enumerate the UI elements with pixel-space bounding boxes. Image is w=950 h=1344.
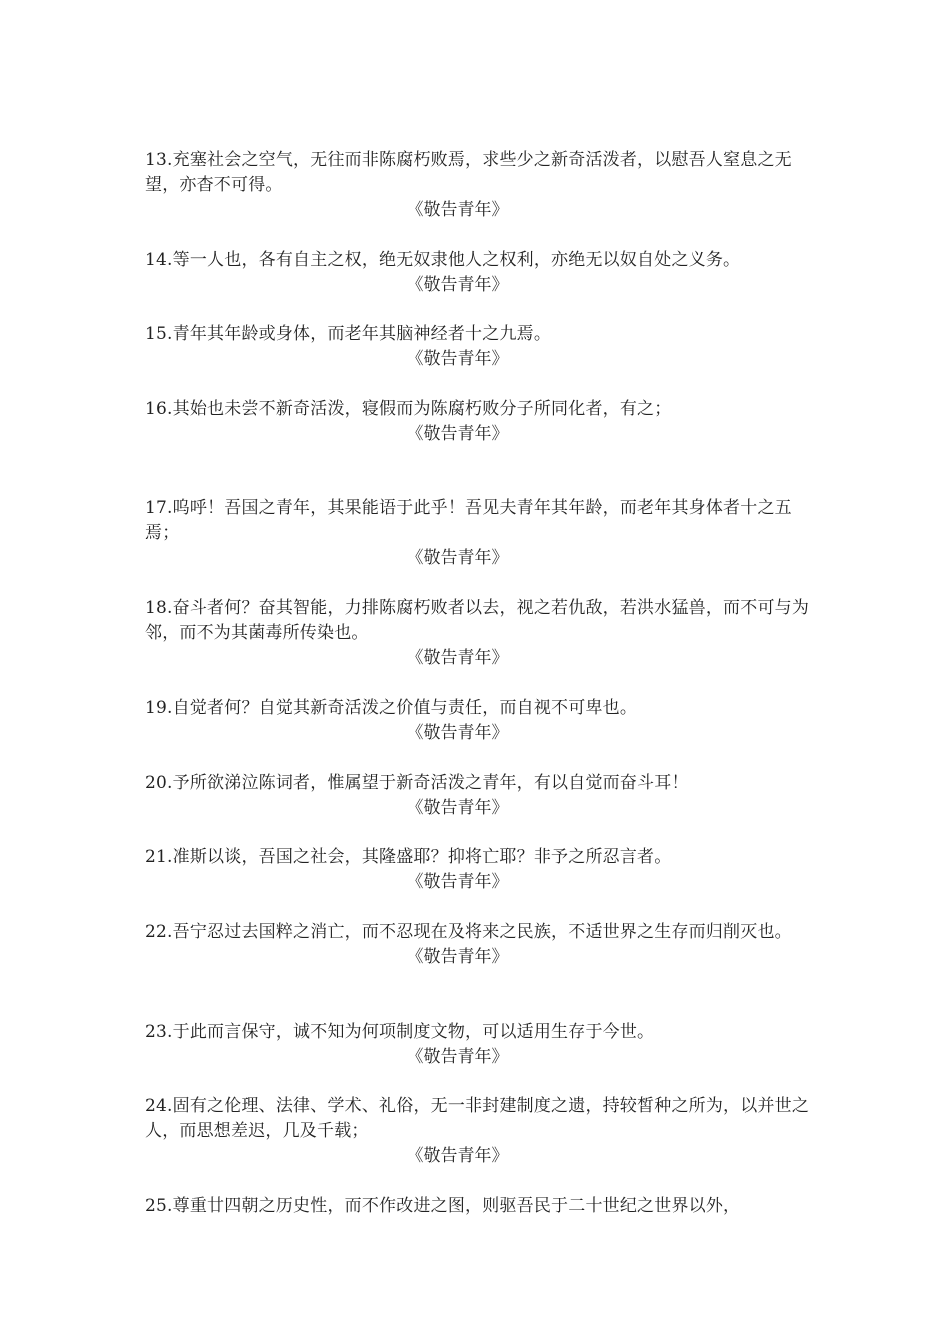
quote-text (145, 696, 810, 721)
quote-text (145, 496, 810, 546)
quote-13 (145, 148, 810, 223)
quote-body: 尊重廿四朝之历史性，而不作改进之图，则驱吾民于二十世纪之世界以外， (172, 1196, 741, 1216)
quote-body: 于此而言保守，诚不知为何项制度文物，可以适用生存于今世。 (172, 1022, 655, 1042)
quote-body: 呜呼！吾国之青年，其果能语于此乎！吾见夫青年其年龄，而老年其身体者十之五焉； (145, 498, 792, 543)
quote-body: 奋斗者何？奋其智能，力排陈腐朽败者以去，视之若仇敌，若洪水猛兽，而不可与为邻，而不为其菌毒所传染也。 (145, 598, 810, 643)
quote-18 (145, 596, 810, 671)
quote-24 (145, 1094, 810, 1169)
quote-number: 19. (145, 698, 173, 718)
quote-16 (145, 397, 810, 447)
quote-text (145, 771, 810, 796)
quote-19 (145, 696, 810, 746)
quote-source: 《敬告青年》 (406, 872, 509, 892)
quote-source: 《敬告青年》 (406, 200, 509, 220)
quote-number: 25. (145, 1196, 173, 1216)
quote-text (145, 1194, 810, 1219)
quote-text (145, 845, 810, 870)
quote-source: 《敬告青年》 (406, 349, 509, 369)
quote-body: 其始也未尝不新奇活泼，寝假而为陈腐朽败分子所同化者，有之； (172, 399, 672, 419)
quote-body: 固有之伦理、法律、学术、礼俗，无一非封建制度之遗，持较皙种之所为，以并世之人，而思想差迟，几及千载； (145, 1096, 810, 1141)
quote-20 (145, 771, 810, 821)
quote-source: 《敬告青年》 (406, 798, 509, 818)
quote-15 (145, 322, 810, 372)
quote-body: 等一人也，各有自主之权，绝无奴隶他人之权利，亦绝无以奴自处之义务。 (172, 250, 741, 270)
quote-number: 23. (145, 1022, 173, 1042)
quote-number: 18. (145, 598, 173, 618)
quote-number: 22. (145, 922, 173, 942)
quote-body: 充塞社会之空气，无往而非陈腐朽败焉，求些少之新奇活泼者，以慰吾人窒息之无望，亦杳不可得。 (145, 150, 792, 195)
quote-number: 14. (145, 250, 173, 270)
quote-number: 17. (145, 498, 173, 518)
quote-number: 21. (145, 847, 173, 867)
quote-body: 吾宁忍过去国粹之消亡，而不忍现在及将来之民族，不适世界之生存而归削灭也。 (172, 922, 792, 942)
quote-body: 自觉者何？自觉其新奇活泼之价值与责任，而自视不可卑也。 (172, 698, 638, 718)
quote-number: 24. (145, 1096, 173, 1116)
quote-number: 13. (145, 150, 173, 170)
quote-source: 《敬告青年》 (406, 548, 509, 568)
quote-text (145, 148, 810, 198)
quote-text (145, 1094, 810, 1144)
quote-21 (145, 845, 810, 895)
quote-number: 15. (145, 324, 173, 344)
quote-body: 准斯以谈，吾国之社会，其隆盛耶？抑将亡耶？非予之所忍言者。 (172, 847, 672, 867)
quote-body: 青年其年龄或身体，而老年其脑神经者十之九焉。 (172, 324, 552, 344)
quote-17 (145, 496, 810, 571)
quote-number: 20. (145, 773, 173, 793)
quote-text (145, 397, 810, 422)
quote-source: 《敬告青年》 (406, 648, 509, 668)
quote-source: 《敬告青年》 (406, 947, 509, 967)
quote-number: 16. (145, 399, 173, 419)
quote-text (145, 1020, 810, 1045)
quote-source: 《敬告青年》 (406, 723, 509, 743)
quote-text (145, 596, 810, 646)
quote-source: 《敬告青年》 (406, 275, 509, 295)
quote-23 (145, 1020, 810, 1070)
quote-source: 《敬告青年》 (406, 1047, 509, 1067)
quote-source: 《敬告青年》 (406, 424, 509, 444)
quote-14 (145, 248, 810, 298)
quote-22 (145, 920, 810, 970)
quote-text (145, 322, 810, 347)
quote-body: 予所欲涕泣陈词者，惟属望于新奇活泼之青年，有以自觉而奋斗耳！ (172, 773, 689, 793)
quote-text (145, 920, 810, 945)
quote-25 (145, 1194, 810, 1219)
quote-text (145, 248, 810, 273)
quote-source: 《敬告青年》 (406, 1146, 509, 1166)
